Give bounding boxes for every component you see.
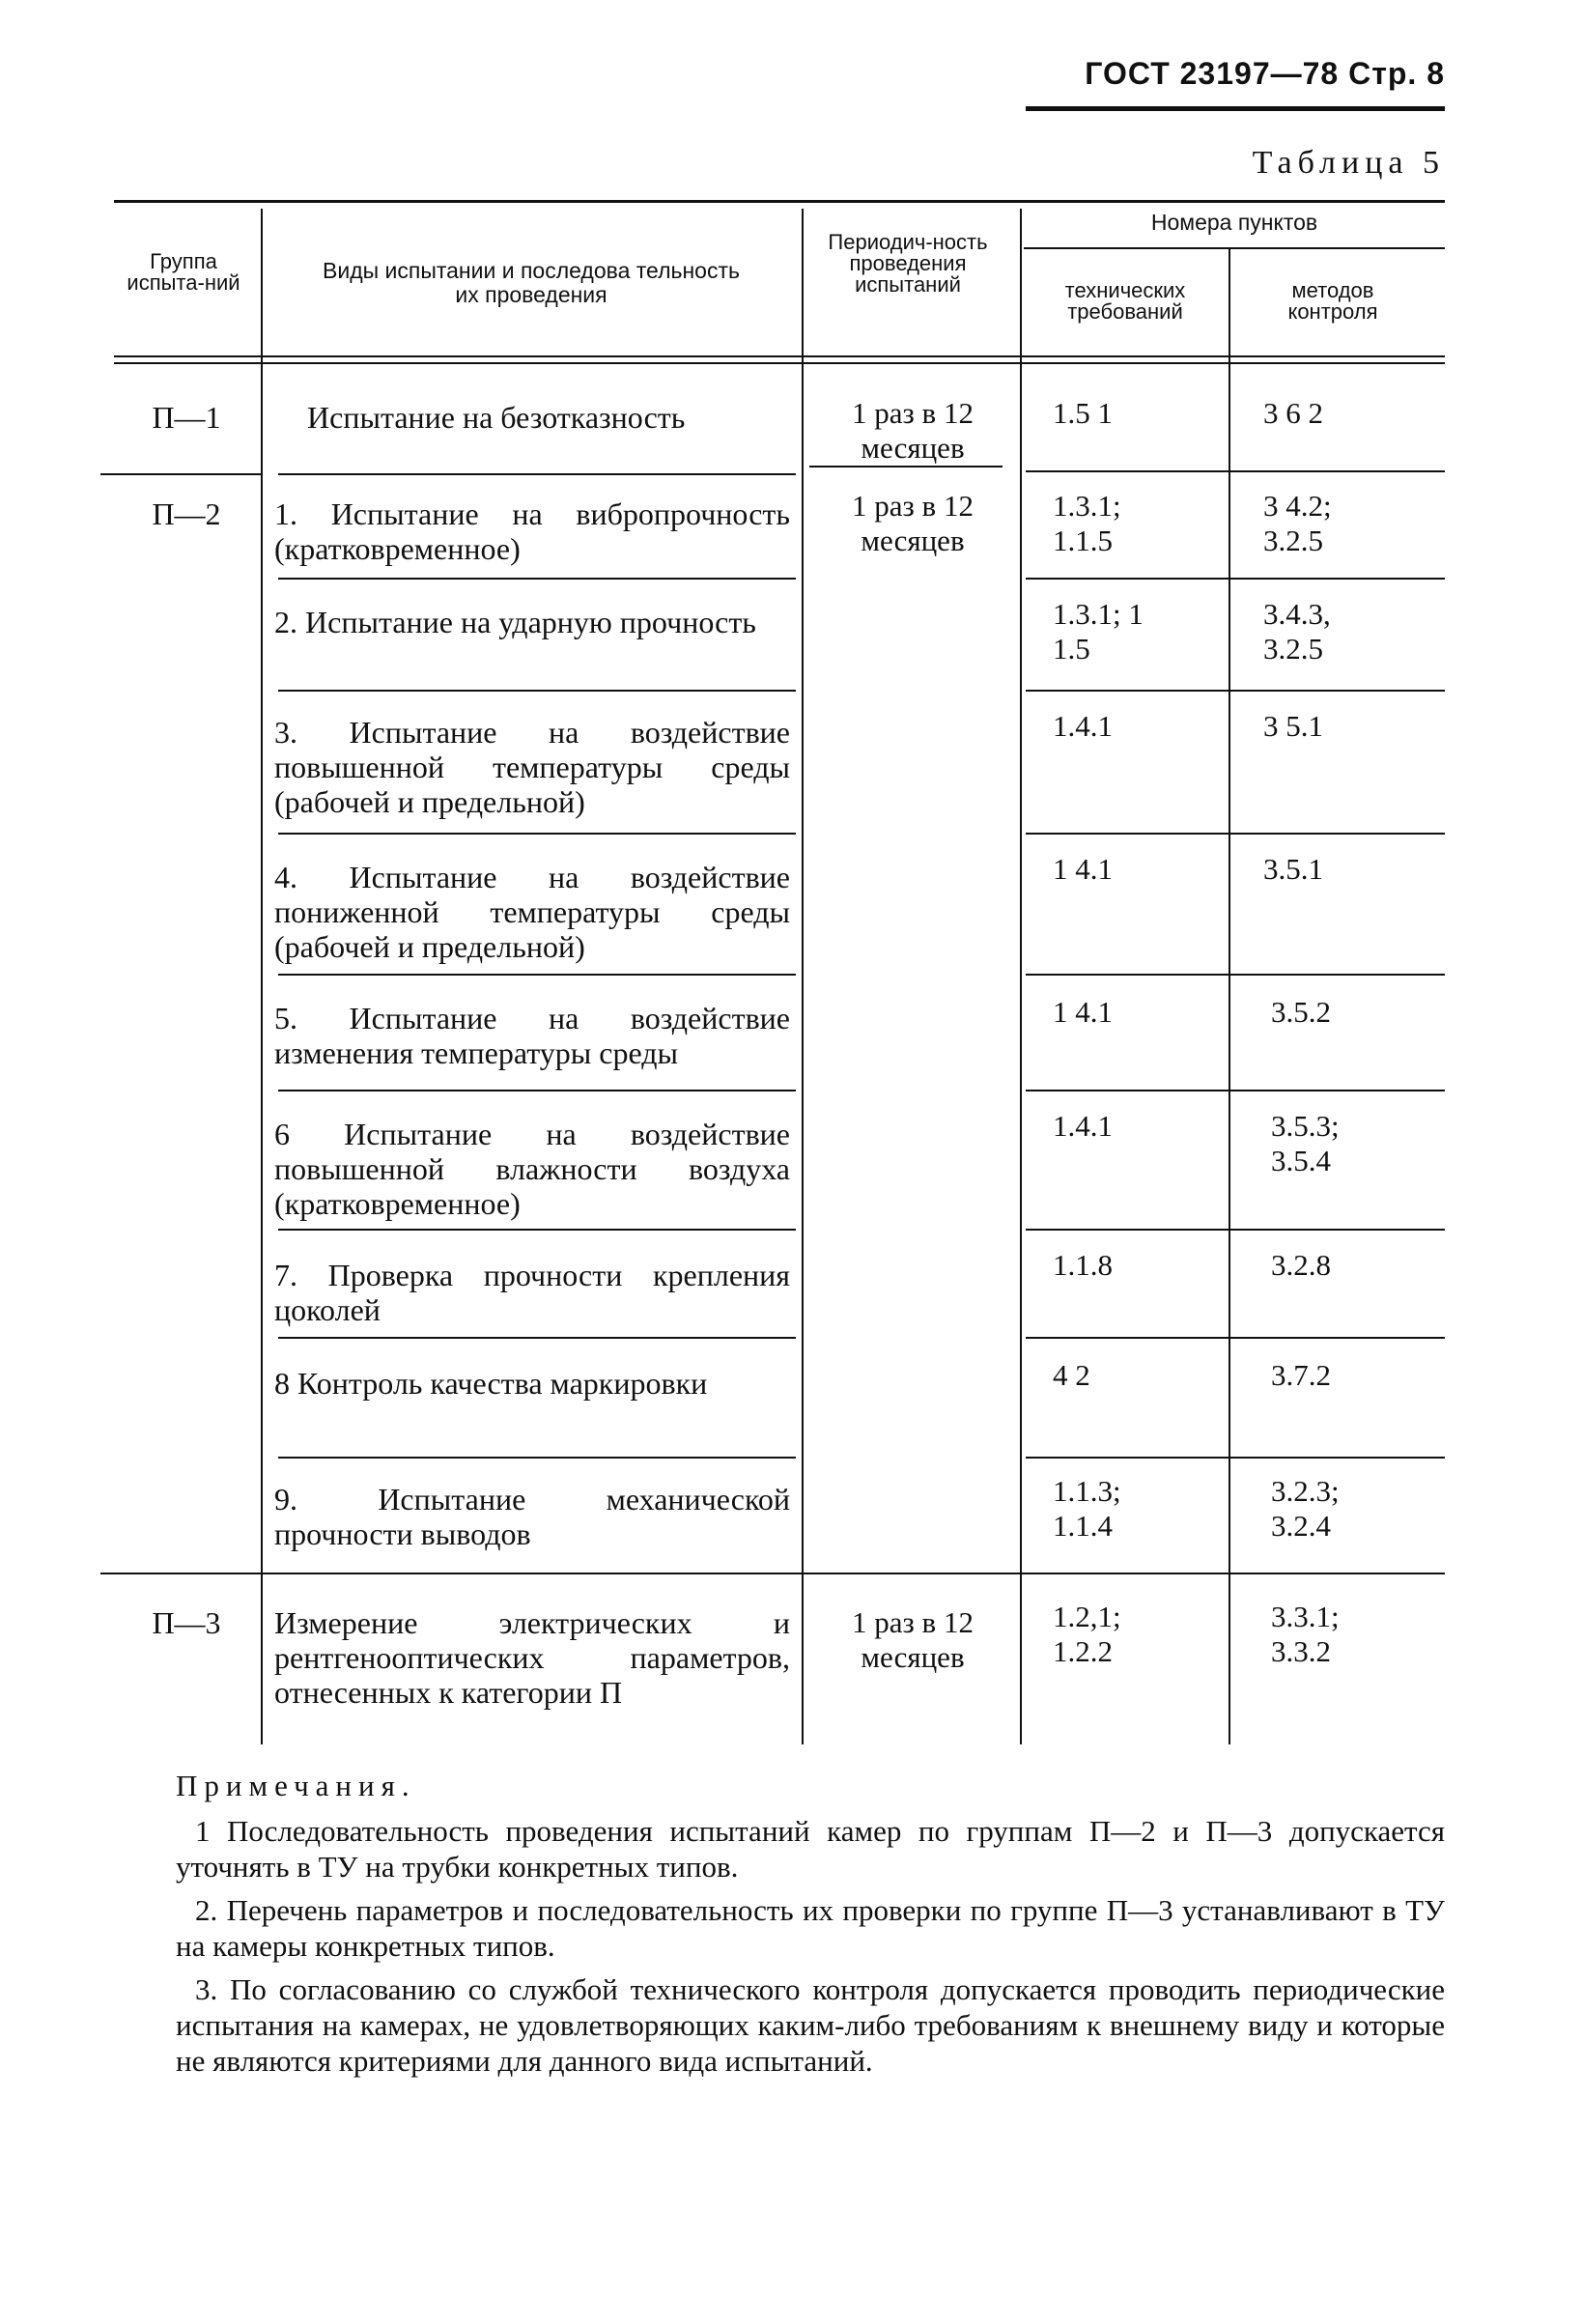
method-9: 3.2.3; 3.2.4 [1271,1474,1340,1543]
num-separator-8 [1026,1337,1445,1339]
method-p3: 3.3.1; 3.3.2 [1271,1600,1340,1668]
row-separator-7 [278,1229,796,1231]
header-tech-requirements: технических требований [1064,278,1186,324]
group-p2: П—2 [152,496,221,531]
num-separator-4 [1026,833,1445,835]
tech-6: 1.4.1 [1053,1109,1113,1143]
row-separator-2 [278,578,796,580]
num-separator-7 [1026,1229,1445,1231]
table-title: Таблица 5 [1252,145,1445,181]
notes-section [176,1768,1445,2086]
test-4: 4. Испытание на воздействие пониженной температуры среды (рабочей и предельной) [274,860,790,964]
test-8: 8 Контроль качества маркировки [274,1366,708,1401]
periodicity-p1: 1 раз в 12 месяцев [852,396,974,465]
test-5: 5. Испытание на воздействие изменения температуры среды [274,1001,790,1070]
row-separator-4 [278,833,796,835]
num-separator-6 [1026,1090,1445,1091]
row-separator-9 [278,1457,796,1459]
test-7: 7. Проверка прочности крепления цоколей [274,1258,790,1327]
test-p1: Испытание на безотказность [307,400,686,435]
tech-7: 1.1.8 [1053,1248,1113,1282]
tech-3: 1.4.1 [1053,709,1113,743]
row-separator-1 [278,473,796,475]
method-p1: 3 6 2 [1263,396,1323,430]
col-line-4 [1229,249,1230,1744]
num-separator-9 [1026,1457,1445,1459]
row-separator-3 [278,690,796,692]
num-separator-3 [1026,690,1445,692]
method-1: 3 4.2; 3.2.5 [1263,489,1332,557]
header-bottom-line-2 [114,362,1445,364]
method-6: 3.5.3; 3.5.4 [1271,1109,1340,1177]
periodicity-p2: 1 раз в 12 месяцев [852,489,974,557]
note-1: 1 Последовательность проведения испытаний камер по группам П—2 и П—3 допускается уточнять в ТУ на трубки конкретных типов. [176,1814,1445,1884]
header-tests: Виды испытании и последова тельность их проведения [323,258,740,307]
header-sub-line [1024,247,1445,249]
header-periodicity: Периодич-ность проведения испытаний [828,230,988,297]
tech-p1: 1.5 1 [1053,396,1113,430]
method-7: 3.2.8 [1271,1248,1331,1282]
group-p1: П—1 [152,400,221,435]
header-control-methods: методов контроля [1287,278,1378,324]
method-5: 3.5.2 [1271,995,1331,1029]
group-separator-1 [100,473,261,475]
method-3: 3 5.1 [1263,709,1323,743]
tech-8: 4 2 [1053,1358,1090,1392]
num-separator-5 [1026,974,1445,976]
method-8: 3.7.2 [1271,1358,1331,1392]
tech-5: 1 4.1 [1053,995,1113,1029]
table-top-line [114,200,1445,203]
tech-p3: 1.2,1; 1.2.2 [1053,1600,1121,1668]
page-header: ГОСТ 23197—78 Стр. 8 [1085,56,1445,91]
tech-1: 1.3.1; 1.1.5 [1053,489,1121,557]
method-2: 3.4.3, 3.2.5 [1263,597,1331,666]
notes-title: Примечания. [176,1769,416,1802]
method-4: 3.5.1 [1263,852,1323,886]
col-line-3 [1020,209,1022,1744]
test-2: 2. Испытание на ударную прочность [274,605,756,639]
col-line-1 [261,209,263,1744]
test-6: 6 Испытание на воздействие повышенной влажности воздуха (кратковременное) [274,1117,790,1221]
row-separator-6 [278,1090,796,1091]
num-separator-2 [1026,578,1445,580]
test-9: 9. Испытание механической прочности выводов [274,1482,790,1551]
header-underline [1026,106,1445,111]
group-p3: П—3 [152,1605,221,1640]
header-item-numbers: Номера пунктов [1150,210,1318,235]
col-line-2 [802,209,804,1744]
group-separator-2 [100,1573,1445,1574]
test-1: 1. Испытание на вибропрочность (кратковременное) [274,496,790,566]
test-3: 3. Испытание на воздействие повышенной температуры среды (рабочей и предельной) [274,715,790,819]
row-separator-8 [278,1337,796,1339]
note-3: 3. По согласованию со службой технического контроля допускается проводить периодические испытания на камерах, не удовлетворяющих каким-либо требованиям к внешнему виду и которые не являются критериями для данного вида испытаний. [176,1972,1445,2078]
periodicity-p3: 1 раз в 12 месяцев [852,1605,974,1674]
header-bottom-line-1 [114,355,1445,357]
period-separator-1 [809,466,1003,468]
tech-9: 1.1.3; 1.1.4 [1053,1474,1121,1543]
tech-4: 1 4.1 [1053,852,1113,886]
num-separator-1 [1026,470,1445,472]
test-p3: Измерение электрических и рентгенооптических параметров, отнесенных к категории П [274,1605,790,1710]
note-2: 2. Перечень параметров и последовательность их проверки по группе П—3 устанавливают в ТУ на камеры конкретных типов. [176,1893,1445,1963]
header-group: Группа испыта-ний [127,249,240,295]
tech-2: 1.3.1; 1 1.5 [1053,597,1144,666]
row-separator-5 [278,974,796,976]
